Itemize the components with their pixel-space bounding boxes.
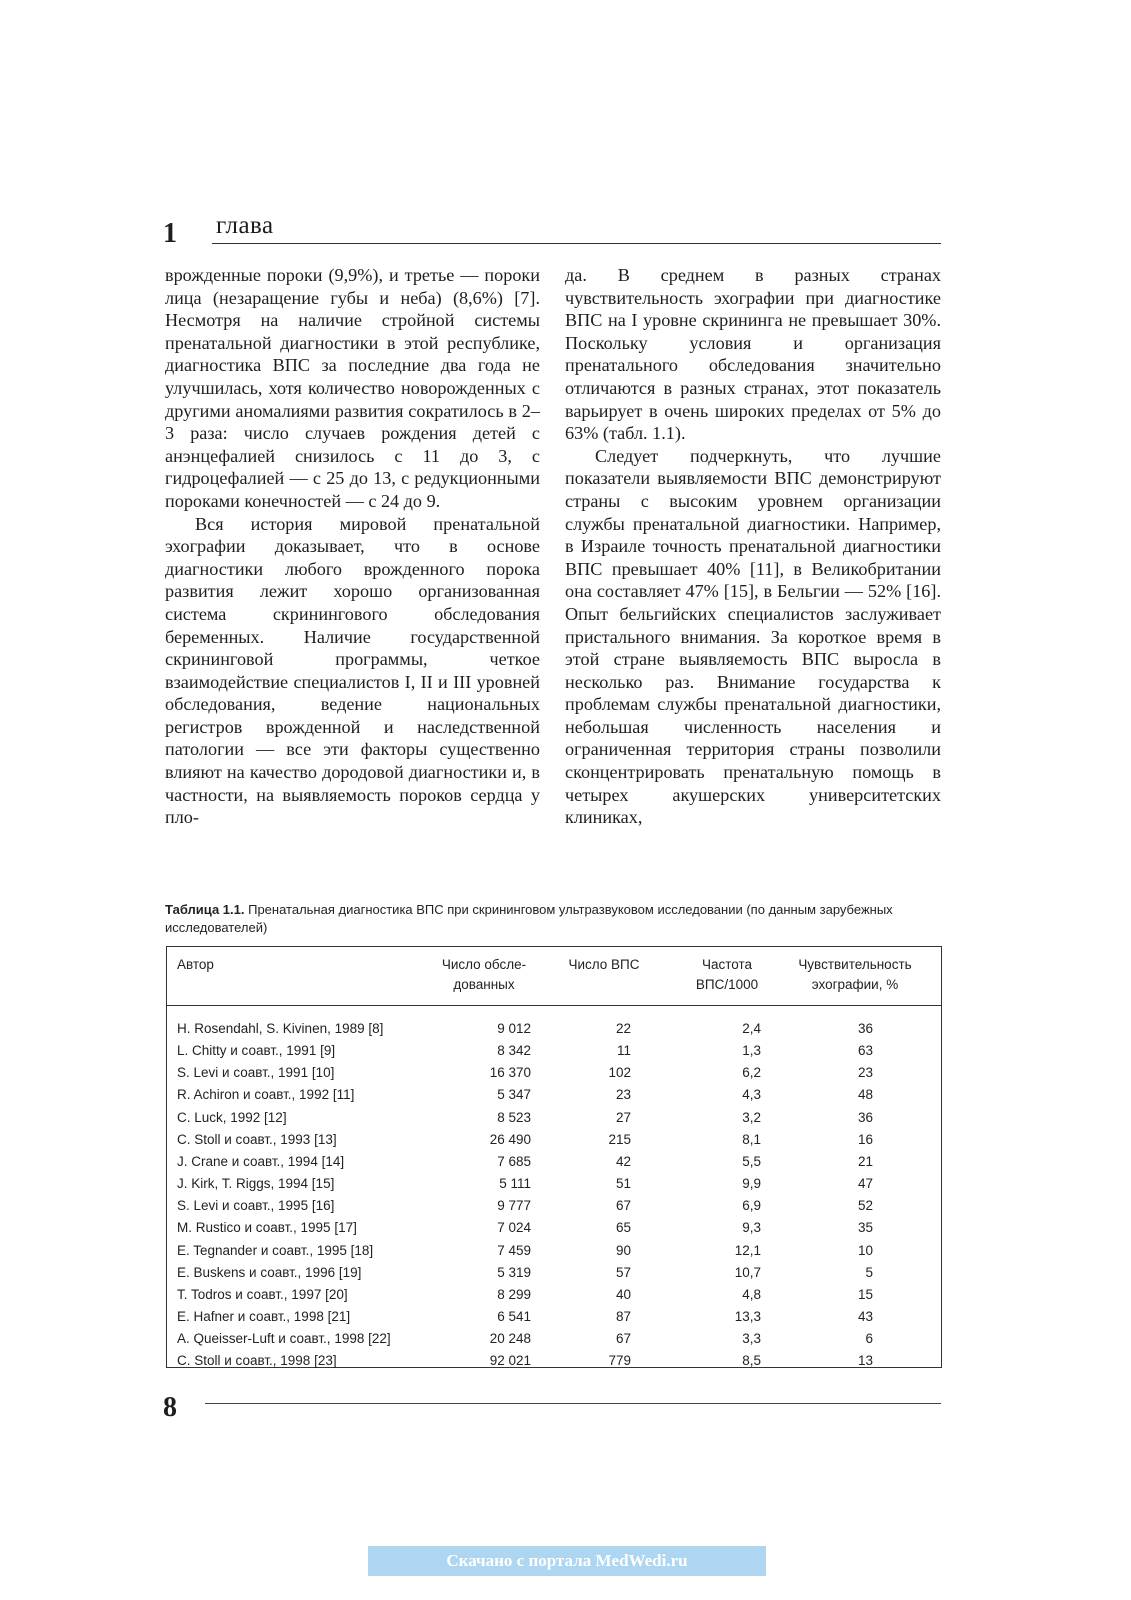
- paragraph: врожденные пороки (9,9%), и третье — пороки лица (незаращение губы и неба) (8,6%) [7]. Несмотря на наличие стройной системы пренатальной диагностики в этой республике, диагностика ВПС за последние два года не улучшилась, хотя количество новорожденных с другими аномалиями развития сократилось в 2–3 раза: число случаев рождения детей с анэнцефалией снизилось с 11 до 3, с гидроцефалией — с 25 до 13, с редукционными пороками конечностей — с 24 до 9.: [165, 265, 540, 511]
- cell-sensitivity: 43: [857, 1308, 873, 1324]
- table-row: [167, 1240, 941, 1263]
- cell-author: C. Stoll и соавт., 1993 [13]: [177, 1131, 337, 1147]
- table-row: [167, 1040, 941, 1063]
- cell-frequency: 6,2: [742, 1065, 761, 1081]
- cell-frequency: 1,3: [742, 1043, 761, 1059]
- cell-frequency: 4,8: [742, 1286, 761, 1302]
- cell-author: R. Achiron и соавт., 1992 [11]: [177, 1087, 355, 1103]
- cell-chd-count: 42: [615, 1153, 631, 1169]
- cell-examined: 92 021: [489, 1353, 531, 1369]
- table-row: [167, 1262, 941, 1285]
- cell-author: C. Luck, 1992 [12]: [177, 1109, 287, 1125]
- cell-sensitivity: 35: [857, 1220, 873, 1236]
- table-row: [167, 1018, 941, 1041]
- table-row: [167, 1284, 941, 1307]
- cell-sensitivity: 36: [857, 1021, 873, 1036]
- cell-chd-count: 87: [615, 1308, 631, 1324]
- cell-examined: 7 024: [497, 1220, 531, 1236]
- watermark-banner: Скачано с портала MedWedi.ru: [368, 1546, 766, 1576]
- cell-author: J. Crane и соавт., 1994 [14]: [177, 1153, 345, 1169]
- cell-frequency: 8,5: [742, 1353, 761, 1369]
- cell-chd-count: 67: [615, 1198, 631, 1214]
- cell-sensitivity: 23: [857, 1065, 873, 1081]
- cell-author: A. Queisser-Luft и соавт., 1998 [22]: [177, 1331, 391, 1347]
- cell-sensitivity: 36: [857, 1109, 873, 1125]
- table-caption-label: Таблица 1.1.: [165, 902, 245, 917]
- cell-sensitivity: 63: [857, 1043, 873, 1059]
- table-row: [167, 1306, 941, 1329]
- cell-chd-count: 67: [615, 1331, 631, 1347]
- header-examined: Число обсле- дованных: [441, 957, 527, 992]
- cell-frequency: 3,2: [742, 1109, 761, 1125]
- cell-frequency: 5,5: [742, 1153, 761, 1169]
- table-row: [167, 1107, 941, 1130]
- chapter-title: глава: [216, 212, 274, 239]
- cell-chd-count: 65: [615, 1220, 631, 1236]
- table-row: [167, 1217, 941, 1240]
- cell-frequency: 4,3: [742, 1087, 761, 1103]
- cell-frequency: 12,1: [734, 1242, 761, 1258]
- cell-sensitivity: 47: [857, 1176, 873, 1192]
- cell-examined: 9 777: [497, 1198, 531, 1214]
- header-author: Автор: [177, 957, 214, 972]
- cell-author: S. Levi и соавт., 1995 [16]: [177, 1198, 335, 1214]
- table-row: [167, 1151, 941, 1174]
- cell-examined: 5 319: [497, 1264, 531, 1280]
- table-row: [167, 1350, 941, 1373]
- cell-sensitivity: 5: [865, 1264, 873, 1280]
- cell-chd-count: 40: [615, 1286, 631, 1302]
- cell-chd-count: 90: [615, 1242, 631, 1258]
- cell-sensitivity: 52: [857, 1198, 873, 1214]
- cell-examined: 7 685: [497, 1153, 531, 1169]
- table-row: [167, 1062, 941, 1085]
- header-frequency: Частота ВПС/1000: [695, 957, 759, 992]
- cell-author: M. Rustico и соавт., 1995 [17]: [177, 1220, 357, 1236]
- cell-author: L. Chitty и соавт., 1991 [9]: [177, 1043, 336, 1059]
- page-number: 8: [163, 1392, 177, 1423]
- footer-divider: [205, 1403, 941, 1404]
- cell-examined: 16 370: [489, 1065, 531, 1081]
- cell-frequency: 6,9: [742, 1198, 761, 1214]
- cell-examined: 8 523: [497, 1109, 531, 1125]
- cell-examined: 5 111: [499, 1176, 531, 1192]
- cell-sensitivity: 48: [857, 1087, 873, 1103]
- table-row: [167, 1195, 941, 1218]
- header-chd-count: Число ВПС: [568, 957, 640, 972]
- cell-author: J. Kirk, T. Riggs, 1994 [15]: [177, 1176, 335, 1192]
- data-table: [166, 946, 942, 1368]
- cell-sensitivity: 13: [857, 1353, 873, 1369]
- paragraph: Следует подчеркнуть, что лучшие показатели выявляемости ВПС демонстрируют страны с высоким уровнем организации службы пренатальной диагностики. Например, в Израиле точность пренатальной диагностики ВПС превышает 40% [11], в Великобритании она составляет 47% [15], в Бельгии — 52% [16]. Опыт бельгийских специалистов заслуживает пристального внимания. За короткое время в этой стране выявляемость ВПС выросла в несколько раз. Внимание государства к проблемам службы пренатальной диагностики, небольшая численность населения и ограниченная территория страны позволили сконцентрировать пренатальную помощь в четырех акушерских университетских клиниках,: [565, 445, 941, 828]
- cell-examined: 20 248: [489, 1331, 531, 1347]
- cell-frequency: 9,3: [742, 1220, 761, 1236]
- cell-frequency: 3,3: [742, 1331, 761, 1347]
- cell-examined: 8 299: [497, 1286, 531, 1302]
- cell-sensitivity: 10: [857, 1242, 873, 1258]
- cell-examined: 5 347: [497, 1087, 531, 1103]
- cell-examined: 7 459: [497, 1242, 531, 1258]
- cell-author: S. Levi и соавт., 1991 [10]: [177, 1065, 335, 1081]
- cell-frequency: 2,4: [742, 1021, 761, 1036]
- paragraph: Вся история мировой пренатальной эхографии доказывает, что в основе диагностики любого врожденного порока развития лежит хорошо организованная система скринингового обследования беременных. Наличие государственной скрининговой программы, четкое взаимодействие специалистов I, II и III уровней обследования, ведение национальных регистров врожденной и наследственной патологии — все эти факторы существенно влияют на качество дородовой диагностики и, в частности, на выявляемость пороков сердца у пло-: [165, 513, 540, 828]
- cell-sensitivity: 16: [857, 1131, 873, 1147]
- cell-frequency: 9,9: [742, 1176, 761, 1192]
- left-column: [165, 264, 540, 829]
- cell-author: T. Todros и соавт., 1997 [20]: [177, 1286, 348, 1302]
- cell-chd-count: 27: [615, 1109, 631, 1125]
- table-row: [167, 1129, 941, 1152]
- cell-sensitivity: 21: [857, 1153, 873, 1169]
- cell-author: H. Rosendahl, S. Kivinen, 1989 [8]: [177, 1021, 384, 1036]
- cell-author: E. Hafner и соавт., 1998 [21]: [177, 1308, 351, 1324]
- cell-chd-count: 779: [608, 1353, 631, 1369]
- table-header: [167, 947, 941, 1006]
- cell-examined: 8 342: [497, 1043, 531, 1059]
- cell-chd-count: 23: [615, 1087, 631, 1103]
- cell-chd-count: 11: [616, 1043, 631, 1059]
- table-row: [167, 1084, 941, 1107]
- cell-examined: 9 012: [497, 1021, 531, 1036]
- cell-author: E. Buskens и соавт., 1996 [19]: [177, 1264, 362, 1280]
- cell-author: C. Stoll и соавт., 1998 [23]: [177, 1353, 337, 1369]
- table-row: [167, 1173, 941, 1196]
- cell-chd-count: 22: [615, 1021, 631, 1036]
- cell-frequency: 13,3: [734, 1308, 761, 1324]
- cell-chd-count: 215: [608, 1131, 631, 1147]
- header-sensitivity: Чувствительность эхографии, %: [798, 957, 912, 992]
- cell-sensitivity: 15: [857, 1286, 873, 1302]
- cell-author: E. Tegnander и соавт., 1995 [18]: [177, 1242, 374, 1258]
- cell-examined: 26 490: [489, 1131, 531, 1147]
- cell-frequency: 10,7: [734, 1264, 761, 1280]
- cell-frequency: 8,1: [742, 1131, 761, 1147]
- cell-chd-count: 51: [615, 1176, 631, 1192]
- cell-sensitivity: 6: [865, 1331, 873, 1347]
- paragraph: да. В среднем в разных странах чувствительность эхографии при диагностике ВПС на I уровне скрининга не превышает 30%. Поскольку условия и организация пренатального обследования значительно отличаются в разных странах, этот показатель варьирует в очень широких пределах от 5% до 63% (табл. 1.1).: [565, 265, 941, 444]
- table-caption-text: Пренатальная диагностика ВПС при скрининговом ультразвуковом исследовании (по данным зарубежных исследователей): [165, 902, 893, 935]
- chapter-number: 1: [163, 218, 177, 249]
- header-divider: [212, 243, 941, 244]
- cell-examined: 6 541: [497, 1308, 531, 1324]
- table-caption: [165, 901, 945, 937]
- right-column: [565, 264, 941, 829]
- table-row: [167, 1328, 941, 1351]
- cell-chd-count: 57: [615, 1264, 631, 1280]
- cell-chd-count: 102: [608, 1065, 631, 1081]
